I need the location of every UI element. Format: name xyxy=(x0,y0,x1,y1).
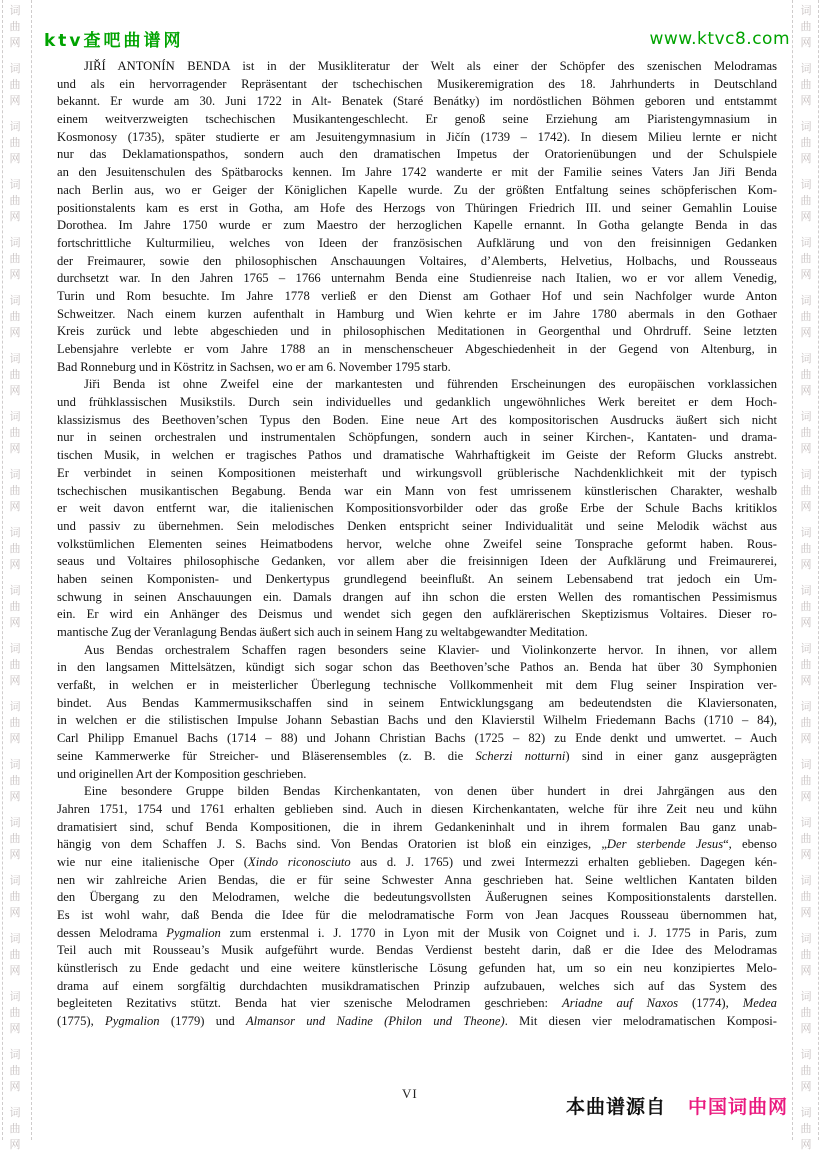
watermark-group xyxy=(3,641,27,689)
watermark-char: 网 xyxy=(800,964,812,977)
watermark-char: 曲 xyxy=(800,600,812,613)
text-line: volkstümlichen Elementen seines Heimatbodens hervor, welche ohne Zweifel seine Tonsprache geformt haben. Rous- xyxy=(57,536,777,551)
text-line: in welchen er die stilistischen Impulse Johann Sebastian Bachs und den Klavierstil Wilhelm Friedemann Bachs (1710 – 84), xyxy=(57,713,777,728)
watermark-char: 词 xyxy=(9,4,21,17)
watermark-char: 曲 xyxy=(800,20,812,33)
watermark-group xyxy=(794,525,818,573)
text-line: Kosmonosy (1735), später studierte er am Jesuitengymnasium in Jičín (1739 – 1742). In diesem Milieu lernte er nicht xyxy=(57,129,777,144)
watermark-group xyxy=(3,525,27,573)
watermark-char: 曲 xyxy=(800,368,812,381)
watermark-group xyxy=(794,235,818,283)
text-line: hängig von dem Schaffen J. S. Bachs sind. Von Bendas Oratorien ist bloß ein einziges, „Der sterbende Jesus“, ebenso xyxy=(57,837,777,852)
watermark-char: 曲 xyxy=(800,1006,812,1019)
watermark-group xyxy=(794,177,818,225)
text-line: der Freimaurer, sowie den philosophischen Anschauungen Voltaires, d’Alemberts, Helvetius, Holbachs, und Rousseaus xyxy=(57,253,777,268)
watermark-char: 曲 xyxy=(800,484,812,497)
watermark-char: 曲 xyxy=(800,832,812,845)
watermark-char: 词 xyxy=(800,700,812,713)
watermark-char: 词 xyxy=(800,642,812,655)
watermark-char: 词 xyxy=(800,526,812,539)
watermark-char: 曲 xyxy=(9,658,21,671)
watermark-group xyxy=(3,815,27,863)
watermark-group xyxy=(794,1047,818,1095)
watermark-char: 曲 xyxy=(9,1006,21,1019)
watermark-char: 网 xyxy=(800,732,812,745)
watermark-char: 词 xyxy=(800,874,812,887)
text-line: Turin und Rom besuchte. Im Jahre 1778 verließ er den Dienst am Gothaer Hof und sein Nachfolger wurde Anton xyxy=(57,288,777,303)
watermark-char: 词 xyxy=(9,1106,21,1119)
text-line: mantische Zug der Veranlagung Bendas äußert sich auch in seinem Hang zu weltabgewandter Meditation. xyxy=(57,625,588,639)
watermark-group xyxy=(3,409,27,457)
watermark-char: 曲 xyxy=(800,310,812,323)
watermark-char: 词 xyxy=(9,1048,21,1061)
watermark-group xyxy=(794,119,818,167)
watermark-char: 曲 xyxy=(9,890,21,903)
watermark-char: 曲 xyxy=(9,426,21,439)
watermark-group xyxy=(3,177,27,225)
left-inner-dashed-line xyxy=(31,0,32,1140)
watermark-char: 网 xyxy=(9,210,21,223)
text-line: Eine besondere Gruppe bilden Bendas Kirchenkantaten, von denen über hundert in drei Jahrgängen aus den xyxy=(84,784,777,799)
text-line: er weit davon entfernt war, die italienischen Kompositionsvorbilder oder das große Erbe der Schule Bachs kritiklos xyxy=(57,501,777,516)
watermark-char: 词 xyxy=(800,758,812,771)
watermark-char: 网 xyxy=(9,616,21,629)
text-line: dramatisiert sind, schuf Benda Kompositionen, die in ihrem Gedankeninhalt und in ihrem formalen Bau ganz unab- xyxy=(57,819,777,834)
watermark-char: 词 xyxy=(800,1106,812,1119)
text-line: (1775), Pygmalion (1779) und Almansor und Nadine (Philon und Theone). Mit diesen vier melodramatischen Komposi- xyxy=(57,1014,777,1029)
watermark-char: 曲 xyxy=(9,78,21,91)
watermark-group xyxy=(3,1105,27,1153)
watermark-char: 曲 xyxy=(800,1064,812,1077)
watermark-char: 词 xyxy=(800,62,812,75)
watermark-group xyxy=(794,757,818,805)
watermark-char: 词 xyxy=(800,178,812,191)
watermark-char: 曲 xyxy=(800,252,812,265)
watermark-char: 曲 xyxy=(9,1064,21,1077)
watermark-char: 曲 xyxy=(9,1122,21,1135)
watermark-group xyxy=(794,641,818,689)
text-line: dessen Melodrama Pygmalion zum erstenmal i. J. 1770 in Lyon mit der Musik von Coignet und i. J. 1775 in Paris, zum xyxy=(57,925,777,940)
watermark-char: 网 xyxy=(800,500,812,513)
watermark-char: 网 xyxy=(800,94,812,107)
watermark-group xyxy=(3,699,27,747)
watermark-char: 词 xyxy=(800,584,812,597)
watermark-char: 词 xyxy=(9,874,21,887)
source-label: 本曲谱源自 xyxy=(565,1096,666,1118)
text-line: verfaßt, in welchen er in meisterlicher Überlegung technische Vollkommenheit mit dem Flug seiner Inspiration ver- xyxy=(57,678,777,693)
text-line: und passiv zu übernehmen. Sein melodisches Denken entspricht seiner Individualität und seine Melodik wächst aus xyxy=(57,518,777,533)
watermark-char: 词 xyxy=(800,1048,812,1061)
left-watermark-column xyxy=(3,3,27,1151)
watermark-char: 网 xyxy=(9,1138,21,1151)
watermark-group xyxy=(794,1105,818,1153)
text-line: JIŘÍ ANTONÍN BENDA ist in der Musikliteratur der Welt als einer der Schöpfer des szenischen Melodramas xyxy=(84,59,777,73)
watermark-group xyxy=(3,3,27,51)
text-line: durchsetzt war. In den Jahren 1765 – 1766 unternahm Benda eine Studienreise nach Italien, wo er vor allem Venedig, xyxy=(57,271,777,286)
watermark-char: 曲 xyxy=(9,20,21,33)
text-line: klassizismus des Beethoven’schen Typus den Boden. Eine neue Art des kompositorischen Ausdrucks äußert sich nicht xyxy=(57,412,777,427)
watermark-group xyxy=(3,931,27,979)
watermark-group xyxy=(794,873,818,921)
text-line: und frühklassischen Musikstils. Durch sein individuelles und gedanklich ungewöhnliches Werk bereitet er dem Hoch- xyxy=(57,395,777,410)
watermark-char: 网 xyxy=(9,906,21,919)
watermark-char: 网 xyxy=(800,36,812,49)
watermark-char: 词 xyxy=(800,236,812,249)
watermark-char: 词 xyxy=(800,294,812,307)
source-site-name: 中国词曲网 xyxy=(687,1096,788,1118)
watermark-char: 曲 xyxy=(9,600,21,613)
watermark-char: 曲 xyxy=(9,136,21,149)
watermark-char: 曲 xyxy=(800,1122,812,1135)
watermark-char: 网 xyxy=(800,906,812,919)
watermark-char: 曲 xyxy=(9,542,21,555)
right-watermark-column xyxy=(794,3,818,1151)
watermark-char: 词 xyxy=(9,468,21,481)
watermark-char: 网 xyxy=(800,848,812,861)
watermark-char: 曲 xyxy=(9,252,21,265)
watermark-char: 词 xyxy=(9,178,21,191)
text-line: bindet. Aus Bendas Kammermusikschaffen sind in seinem Entwicklungsgang am bedeutendsten die Klaviersonaten, xyxy=(57,695,777,710)
watermark-char: 词 xyxy=(9,990,21,1003)
watermark-char: 网 xyxy=(9,326,21,339)
watermark-char: 网 xyxy=(800,558,812,571)
watermark-char: 曲 xyxy=(800,136,812,149)
watermark-group xyxy=(794,989,818,1037)
watermark-char: 曲 xyxy=(800,948,812,961)
watermark-group xyxy=(3,467,27,515)
watermark-group xyxy=(3,293,27,341)
watermark-group xyxy=(794,293,818,341)
watermark-char: 曲 xyxy=(800,890,812,903)
watermark-group xyxy=(3,119,27,167)
text-line: künstlerisch zu Ende gedacht und eine weitere künstlerische Lösung gefunden hat, um so ein neu konzipiertes Melo- xyxy=(57,961,777,976)
watermark-char: 词 xyxy=(800,4,812,17)
watermark-char: 曲 xyxy=(9,716,21,729)
watermark-char: 网 xyxy=(9,732,21,745)
text-line: Teil auch mit Rousseau’s Musik aufgeführt wurde. Bendas Verdienst besteht darin, daß er die Idee des Melodramas xyxy=(57,943,777,958)
watermark-char: 网 xyxy=(800,442,812,455)
text-line: begleiteten Rezitativs stützt. Benda hat vier szenische Melodramen geschrieben: Ariadne auf Naxos (1774), Medea xyxy=(57,996,777,1011)
watermark-char: 网 xyxy=(800,1022,812,1035)
watermark-char: 网 xyxy=(800,268,812,281)
watermark-char: 网 xyxy=(9,384,21,397)
watermark-char: 曲 xyxy=(9,310,21,323)
watermark-char: 网 xyxy=(9,674,21,687)
watermark-group xyxy=(794,3,818,51)
text-line: Er verbindet in seinen Kompositionen meisterhaft und wirkungsvoll grüblerische Nachdenklichkeit mit der typisch xyxy=(57,465,777,480)
watermark-char: 网 xyxy=(800,384,812,397)
watermark-char: 曲 xyxy=(9,194,21,207)
watermark-char: 网 xyxy=(9,964,21,977)
text-line: Jahren 1751, 1754 und 1761 erhalten geblieben sind. Auch in diesen Kirchenkantaten, welche für ihre Zeit neu und kühn xyxy=(57,801,777,816)
watermark-group xyxy=(794,699,818,747)
watermark-char: 网 xyxy=(9,152,21,165)
watermark-group xyxy=(3,757,27,805)
watermark-group xyxy=(3,989,27,1037)
watermark-char: 词 xyxy=(9,236,21,249)
text-line: Es ist wohl wahr, daß Benda die Idee für die melodramatische Form von Jean Jacques Rousseau übernommen hat, xyxy=(57,908,777,922)
text-line: einem weitverzweigten tschechischen Musikantengeschlecht. Er genoß seine Erziehung am Piaristengymnasium in xyxy=(57,112,777,127)
watermark-group xyxy=(794,583,818,631)
watermark-char: 曲 xyxy=(800,658,812,671)
site-url-watermark: www.ktvc8.com xyxy=(649,29,790,49)
watermark-char: 曲 xyxy=(800,78,812,91)
watermark-group xyxy=(3,61,27,109)
watermark-char: 网 xyxy=(800,674,812,687)
watermark-char: 网 xyxy=(800,616,812,629)
watermark-char: 曲 xyxy=(800,716,812,729)
site-name-watermark: ktv查吧曲谱网 xyxy=(44,31,184,51)
watermark-char: 词 xyxy=(9,700,21,713)
watermark-char: 网 xyxy=(9,1022,21,1035)
watermark-char: 词 xyxy=(9,932,21,945)
watermark-char: 曲 xyxy=(800,542,812,555)
watermark-char: 网 xyxy=(9,848,21,861)
text-line: Dorothea. Im Jahre 1750 wurde er zum Maestro der herzoglichen Kapelle ernannt. In Gotha gelangte Benda in das xyxy=(57,218,777,233)
text-line: Schweitzer. Nach einem kurzen aufenthalt in Hamburg und Wien kehrte er im Jahre 1780 abermals in den Gothaer xyxy=(57,306,777,321)
text-line: Carl Philipp Emanuel Bachs (1714 – 88) und Johann Christian Bachs (1725 – 82) zu Ende denkt und umwertet. – Auch xyxy=(57,731,777,746)
watermark-char: 曲 xyxy=(800,774,812,787)
watermark-char: 曲 xyxy=(9,948,21,961)
watermark-group xyxy=(3,1047,27,1095)
text-line: tschechischen musikantischen Begabung. Benda war ein Mann von fest umrissenem künstlerischen Charakter, weshalb xyxy=(57,483,777,498)
text-line: bekannt. Er wurde am 30. Juni 1722 in Alt- Benatek (Staré Benátky) im nordöstlichen Böhmen geboren und entstammt xyxy=(57,94,777,109)
text-line: und originellen Art der Komposition geschrieben. xyxy=(57,766,307,781)
text-line: wie nur eine italienische Oper (Xindo riconosciuto aus d. J. 1765) und zwei Intermezzi erhalten geblieben. Dagegen kén- xyxy=(57,854,778,869)
watermark-group xyxy=(3,873,27,921)
text-line: Bad Ronneburg und in Köstritz in Sachsen, wo er am 6. November 1795 starb. xyxy=(57,359,451,374)
right-edge-dashed-line xyxy=(818,0,819,1140)
watermark-char: 网 xyxy=(800,210,812,223)
text-line: seine Kammerwerke für Streicher- und Bläserensembles (z. B. die Scherzi notturni) sind in einer ganz ausgeprägten xyxy=(57,748,778,763)
watermark-char: 网 xyxy=(9,558,21,571)
watermark-char: 词 xyxy=(800,990,812,1003)
watermark-char: 词 xyxy=(800,816,812,829)
watermark-char: 词 xyxy=(800,120,812,133)
watermark-char: 网 xyxy=(9,1080,21,1093)
watermark-char: 网 xyxy=(800,152,812,165)
watermark-char: 词 xyxy=(800,468,812,481)
watermark-char: 曲 xyxy=(800,426,812,439)
watermark-char: 词 xyxy=(9,62,21,75)
text-line: ein. Er wird ein Anhänger des Deismus und wendet sich gegen den aufklärerischen Skeptizismus Voltaires. Dieser ro- xyxy=(57,607,777,622)
watermark-char: 词 xyxy=(9,584,21,597)
watermark-char: 网 xyxy=(9,36,21,49)
watermark-char: 网 xyxy=(9,500,21,513)
text-line: Jiři Benda ist ohne Zweifel eine der markantesten und führenden Erscheinungen des europäischen vorklassichen xyxy=(84,377,777,392)
text-line: positionstalents kam es erst in Gotha, am Hofe des Herzogs von Thüringen Friedrich III. und seiner Gemahlin Louise xyxy=(57,200,777,215)
text-line: nach Berlin aus, wo er Geiger der Königlichen Kapelle wurde. Zu der größten Entfaltung seines schöpferischen Kom- xyxy=(57,182,777,197)
watermark-group xyxy=(794,467,818,515)
watermark-char: 网 xyxy=(800,326,812,339)
text-line: seaus und Voltaires philosophische Gedanken, vor allem aber die freisinnigen Ideen der Aufklärung und Freimaurerei, xyxy=(57,554,777,569)
text-line: und als ein hervorragender Repräsentant der tschechischen Musikeremigration des 18. Jahrhunderts in Deutschland xyxy=(57,76,777,91)
watermark-char: 网 xyxy=(800,790,812,803)
text-line: schwung in seinen Anschauungen ein. Damals drangen auf ihn schon die ersten Wellen des romantischen Pessimismus xyxy=(57,589,777,604)
watermark-char: 曲 xyxy=(9,484,21,497)
watermark-char: 曲 xyxy=(9,368,21,381)
watermark-char: 网 xyxy=(9,94,21,107)
watermark-group xyxy=(794,931,818,979)
text-line: Kreis zurück und lebte abgeschieden und in philosophischen Meditationen in Georgenthal und Ohrdruff. Seine letzten xyxy=(57,324,777,339)
text-line: an den Jesuitenschulen des Spätbarocks kennen. Im Jahre 1742 wanderte er mit der Familie seines Vaters Jan Jiři Benda xyxy=(57,165,777,180)
watermark-char: 网 xyxy=(9,442,21,455)
watermark-char: 词 xyxy=(9,642,21,655)
watermark-char: 网 xyxy=(9,268,21,281)
watermark-group xyxy=(3,583,27,631)
text-line: nur das Deklamationspathos, sondern auch den dramatischen Impetus der Oratorienübungen und der Schulspiele xyxy=(57,147,777,162)
watermark-char: 词 xyxy=(800,932,812,945)
source-attribution xyxy=(566,1092,788,1119)
watermark-char: 词 xyxy=(9,758,21,771)
text-line: fortschrittliche Kulturmilieu, welches von Ideen der französischen Aufklärung und von den freisinnigen Gedanken xyxy=(57,235,777,250)
watermark-group xyxy=(3,235,27,283)
watermark-char: 词 xyxy=(9,120,21,133)
watermark-char: 网 xyxy=(800,1080,812,1093)
watermark-char: 曲 xyxy=(9,774,21,787)
text-line: Aus Bendas orchestralem Schaffen ragen besonders seine Klavier- und Violinkonzerte hervor. In ihnen, vor allem xyxy=(84,642,777,657)
watermark-group xyxy=(794,351,818,399)
text-line: drama auf einem sorgfältig durchdachten musikdramatischen Prinzip aufzubauen, welches sich auf das System des xyxy=(57,978,777,993)
watermark-char: 词 xyxy=(9,526,21,539)
watermark-char: 词 xyxy=(9,410,21,423)
watermark-char: 词 xyxy=(9,816,21,829)
text-line: nur in seinen orchestralen und instrumentalen Schöpfungen, sondern auch in seiner Kirchen-, Kantaten- und drama- xyxy=(57,430,777,445)
watermark-char: 网 xyxy=(9,790,21,803)
watermark-char: 曲 xyxy=(800,194,812,207)
text-line: haben seinen Komponisten- und Denkertypus grundlegend beeinflußt. An seinem Lebensabend trat jedoch ein Um- xyxy=(57,571,777,586)
article-text xyxy=(57,58,777,1031)
watermark-group xyxy=(794,409,818,457)
watermark-group xyxy=(794,61,818,109)
text-line: nen wir zahlreiche Arien Bendas, die er für seine Schwester Anna geschrieben hat. Seine weltlichen Kantaten bilden xyxy=(57,872,777,887)
watermark-char: 词 xyxy=(800,410,812,423)
text-line: Lebensjahre verlebte er vom Jahre 1788 an in menschenscheuer Abgeschiedenheit in der Gegend von Altenburg, in xyxy=(57,342,777,356)
watermark-char: 网 xyxy=(800,1138,812,1151)
watermark-char: 词 xyxy=(9,352,21,365)
right-inner-dashed-line xyxy=(792,0,793,1140)
text-line: den Übergang zu den Melodramen, welche die bedeutungsvollsten Äußerugnen seines Kompositionstalents darstellen. xyxy=(57,890,777,905)
text-line: tischen Musik, in welchen er tragisches Pathos und dramatische Wahrhaftigkeit im Geiste der Reform Glucks anstrebt. xyxy=(57,448,777,463)
watermark-group xyxy=(3,351,27,399)
watermark-char: 曲 xyxy=(9,832,21,845)
text-line: in den langsamen Mittelsätzen, kündigt sich sogar schon das Beethoven’sche Pathos an. Benda hat über 30 Symphonien xyxy=(57,660,777,675)
watermark-group xyxy=(794,815,818,863)
watermark-char: 词 xyxy=(9,294,21,307)
watermark-char: 词 xyxy=(800,352,812,365)
page-number: VI xyxy=(402,1086,418,1101)
